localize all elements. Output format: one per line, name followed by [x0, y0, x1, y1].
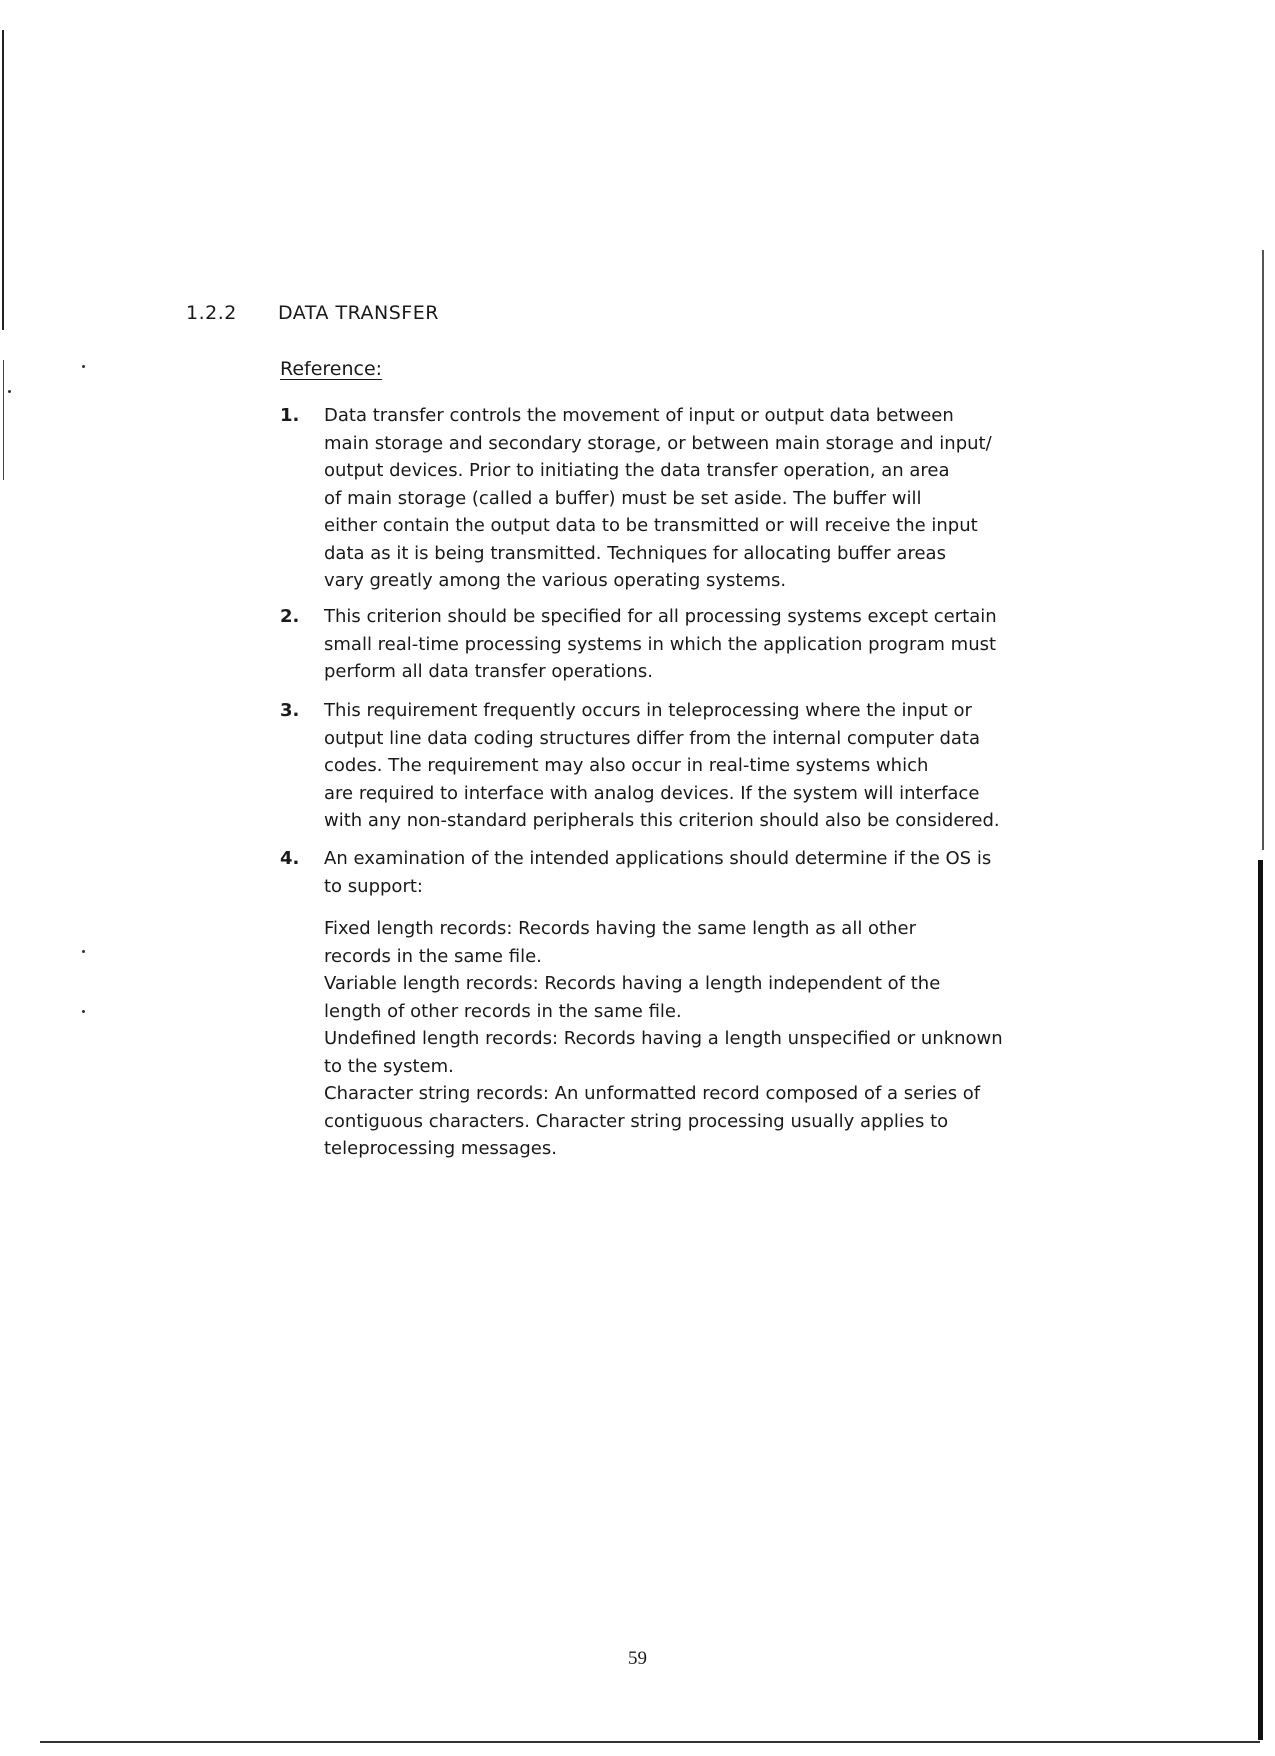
- reference-label: Reference:: [280, 358, 383, 380]
- text-line: to the system.: [324, 1055, 454, 1077]
- text-line: codes. The requirement may also occur in real-time systems which: [324, 755, 929, 776]
- text-line: main storage and secondary storage, or between main storage and input/: [324, 432, 992, 454]
- scan-edge-left-lower: [3, 360, 4, 480]
- text-line: teleprocessing messages.: [324, 1138, 557, 1159]
- scan-speck: [8, 390, 11, 393]
- text-line: vary greatly among the various operating systems.: [324, 570, 787, 591]
- list-item-3: [280, 697, 1060, 835]
- text-line: Character string records: An unformatted record composed of a series of: [324, 1083, 981, 1104]
- text-line: data as it is being transmitted. Techniques for allocating buffer areas: [324, 542, 946, 564]
- text-line: output line data coding structures differ from the internal computer data: [324, 727, 980, 749]
- text-line: Fixed length records: Records having the same length as all other: [324, 918, 916, 939]
- list-item-4: [280, 845, 1060, 900]
- list-marker: 2.: [280, 606, 300, 627]
- section-number: 1.2.2: [186, 302, 237, 324]
- scan-edge-right: [1258, 860, 1263, 1740]
- text-line: either contain the output data to be transmitted or will receive the input: [324, 515, 978, 536]
- scan-speck: [82, 1010, 85, 1013]
- text-line: Variable length records: Records having a length independent of the: [324, 973, 941, 994]
- text-line: contiguous characters. Character string processing usually applies to: [324, 1110, 949, 1132]
- text-line: records in the same file.: [324, 945, 542, 967]
- scan-edge-right-upper: [1262, 250, 1264, 850]
- text-line: are required to interface with analog devices. If the system will interface: [324, 782, 980, 804]
- list-item-1: [280, 402, 1060, 595]
- text-line: An examination of the intended applications should determine if the OS is: [324, 848, 992, 869]
- text-line: Undefined length records: Records having a length unspecified or unknown: [324, 1028, 1003, 1049]
- section-title: DATA TRANSFER: [278, 302, 439, 324]
- scan-edge-left: [2, 30, 4, 330]
- text-line: This requirement frequently occurs in teleprocessing where the input or: [324, 700, 972, 721]
- page-number: 59: [628, 1648, 647, 1669]
- text-line: to support:: [324, 875, 423, 897]
- text-line: output devices. Prior to initiating the data transfer operation, an area: [324, 460, 950, 481]
- list-marker: 3.: [280, 700, 300, 721]
- text-line: small real-time processing systems in which the application program must: [324, 633, 997, 655]
- section-heading: [186, 302, 439, 324]
- scan-edge-bottom: [40, 1741, 1260, 1743]
- record-types-list: [324, 915, 1084, 1163]
- list-marker: 1.: [280, 405, 300, 426]
- scan-speck: [82, 950, 85, 953]
- text-line: perform all data transfer operations.: [324, 661, 653, 682]
- text-line: Data transfer controls the movement of input or output data between: [324, 405, 954, 426]
- scan-speck: [82, 365, 85, 368]
- list-item-2: [280, 603, 1060, 686]
- text-line: of main storage (called a buffer) must be set aside. The buffer will: [324, 487, 922, 509]
- text-line: with any non-standard peripherals this criterion should also be considered.: [324, 810, 1000, 831]
- text-line: length of other records in the same file.: [324, 1000, 682, 1022]
- list-marker: 4.: [280, 848, 300, 869]
- text-line: This criterion should be specified for all processing systems except certain: [324, 606, 997, 627]
